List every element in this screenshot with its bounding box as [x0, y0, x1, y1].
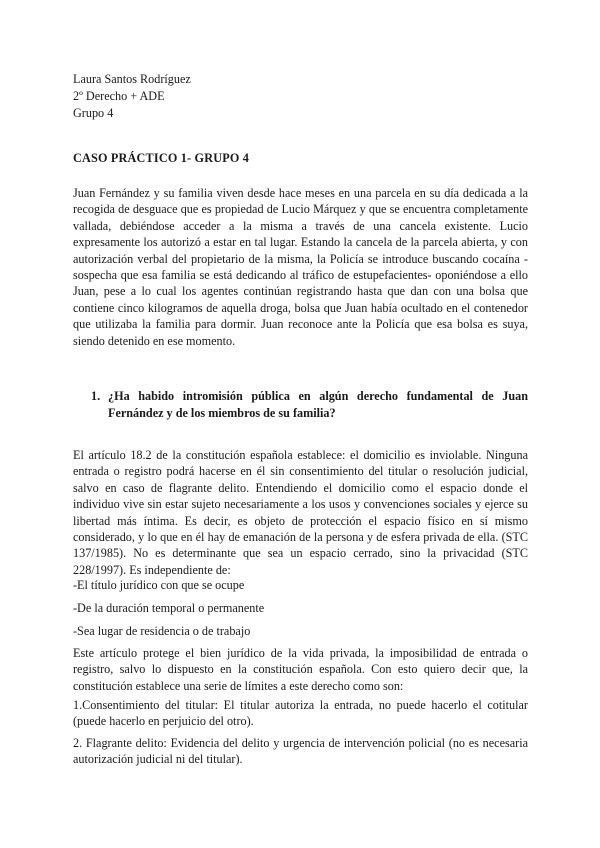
author-name: Laura Santos Rodríguez [73, 72, 191, 86]
list-item-title: -El título jurídico con que se ocupe [73, 578, 245, 592]
question-text: ¿Ha habido intromisión pública en algún derecho fundamental de Juan Fernández y de los miembros de su familia? [108, 389, 528, 420]
author-course: 2º Derecho + ADE [73, 89, 165, 103]
question-number: 1. [91, 389, 101, 403]
answer-paragraph-1: El artículo 18.2 de la constitución española establece: el domicilio es inviolable. Ninguna entrada o registro podrá hacerse en él sin consentimiento del titular o resolución judicial, salvo en caso de flagrante delito. Entendiendo el domicilio como el espacio donde el individuo vive sin estar sujeto necesariamente a los usos y convenciones sociales y ejerce su libertad más íntima. Es decir, es objeto de protección el espacio físico en sí mismo considerado, y lo que en él hay de emanación de la persona y de esfera privada de ella. (STC 137/1985). No es determinante que sea un espacio cerrado, sino la privacidad (STC 228/1997). Es independiente de: [73, 448, 528, 577]
limit-consent: 1.Consentimiento del titular: El titular autoriza la entrada, no puede hacerlo el cotitular (puede hacerlo en perjuicio del otro). [73, 698, 528, 729]
document-title: CASO PRÁCTICO 1- GRUPO 4 [73, 151, 250, 165]
answer-paragraph-2: Este artículo protege el bien jurídico de la vida privada, la imposibilidad de entrada o registro, salvo lo dispuesto en la constitución española. Con esto quiero decir que, la constitución establece una serie de límites a este derecho como son: [73, 646, 528, 693]
case-statement: Juan Fernández y su familia viven desde hace meses en una parcela en su día dedicada a la recogida de desguace que es propiedad de Lucio Márquez y que se encuentra completamente vallada, debiéndose acceder a la misma a través de una cancela existente. Lucio expresamente los autorizó a estar en tal lugar. Estando la cancela de la parcela abierta, y con autorización verbal del propietario de la misma, la Policía se introduce buscando cocaína -sospecha que esa familia se está dedicando al tráfico de estupefacientes- oponiéndose a ello Juan, pese a lo cual los agentes continúan registrando hasta que dan con una bolsa que contiene cinco kilogramos de aquella droga, bolsa que Juan había ocultado en el contenedor que utilizaba la familia para dormir. Juan reconoce ante la Policía que esa bolsa es suya, siendo detenido en ese momento. [73, 186, 528, 348]
limit-flagrant: 2. Flagrante delito: Evidencia del delito y urgencia de intervención policial (no es necesaria autorización judicial ni del titular). [73, 736, 528, 767]
list-item-duration: -De la duración temporal o permanente [73, 601, 265, 615]
author-group: Grupo 4 [73, 106, 114, 120]
list-item-place: -Sea lugar de residencia o de trabajo [73, 624, 251, 638]
